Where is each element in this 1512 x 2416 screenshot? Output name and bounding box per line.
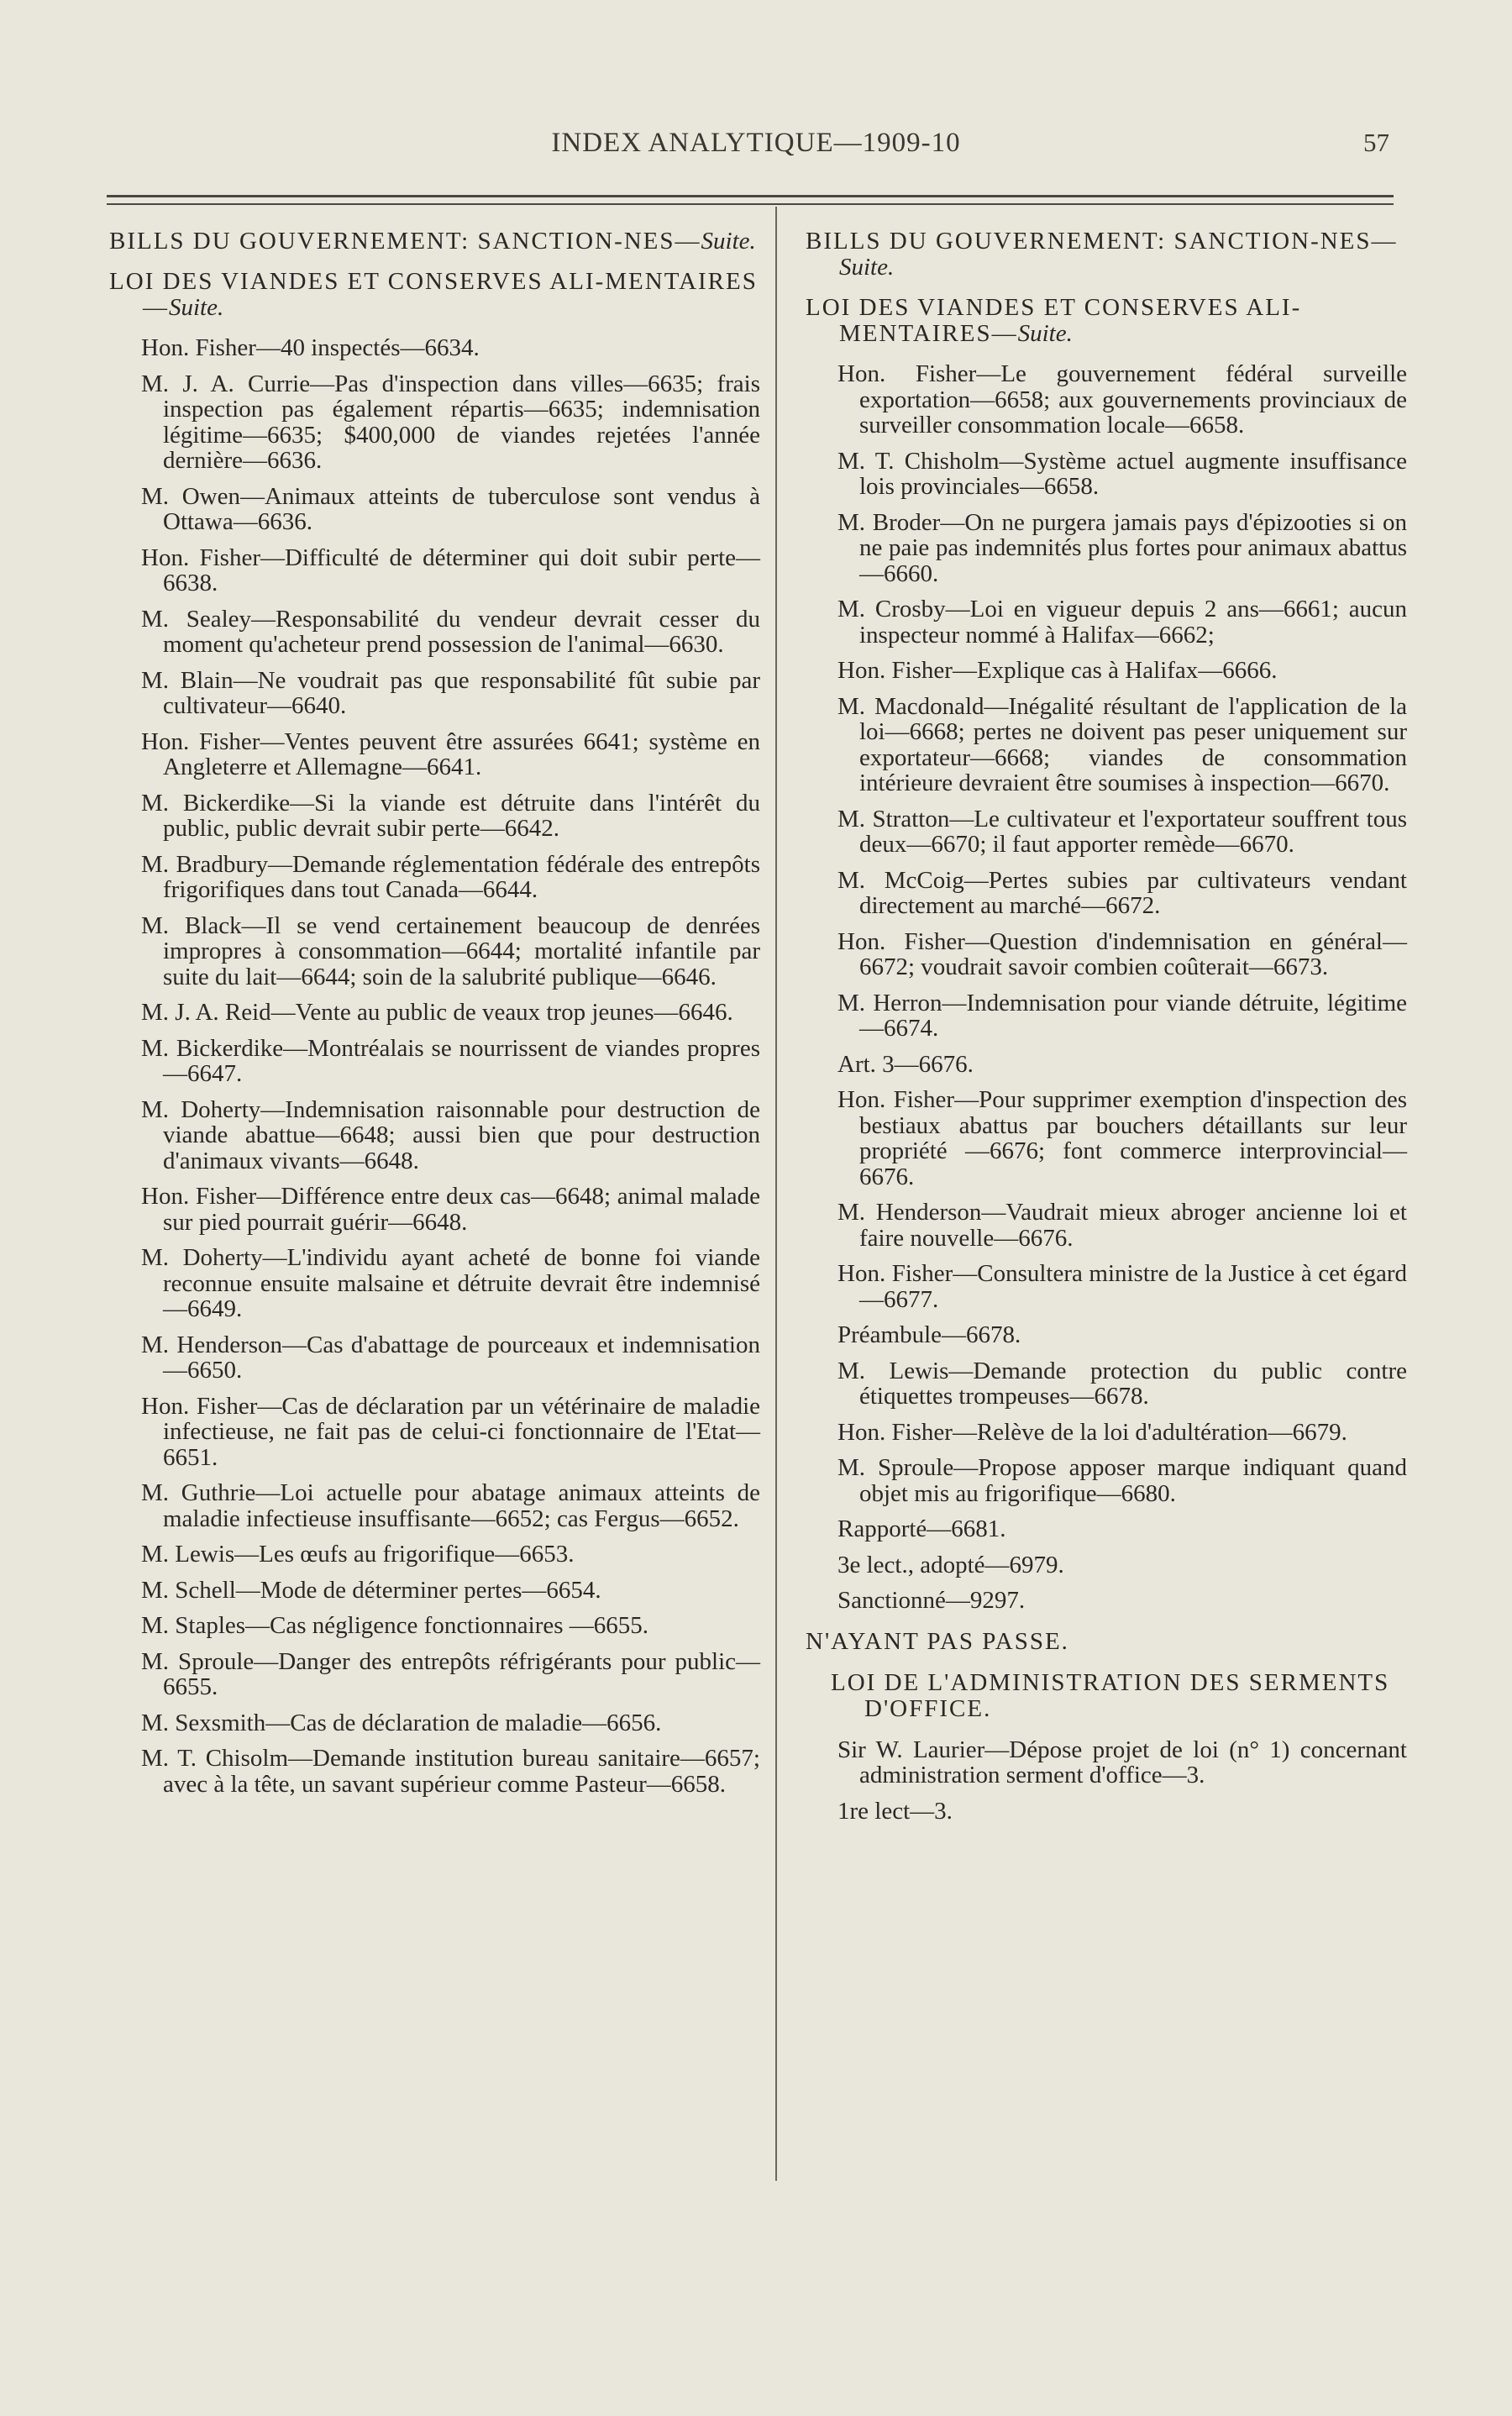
index-entry: M. Broder—On ne purgera jamais pays d'épizooties si on ne paie pas indemnités plus fortes pour animaux abattus—6660.	[837, 508, 1407, 587]
law-heading-text: LOI DES VIANDES ET CONSERVES ALI-MENTAIRES—	[806, 294, 1302, 347]
index-entry: M. McCoig—Pertes subies par cultivateurs vendant directement au marché—6672.	[837, 866, 1407, 919]
suite-label: Suite.	[701, 228, 756, 255]
index-entry: Hon. Fisher—Question d'indemnisation en général—6672; voudrait savoir combien coûterait—6673.	[837, 927, 1407, 980]
index-entry: Art. 3—6676.	[837, 1050, 974, 1078]
section-heading-text: BILLS DU GOUVERNEMENT: SANCTION-NES—	[806, 228, 1398, 255]
index-entry: M. Sproule—Propose apposer marque indiquant quand objet mis au frigorifique—6680.	[837, 1454, 1407, 1507]
index-entry: M. Sproule—Danger des entrepôts réfrigérants pour public—6655.	[141, 1647, 760, 1700]
header-rule	[107, 195, 1394, 197]
index-entries	[806, 361, 1407, 1614]
index-entry: Préambule—6678.	[837, 1321, 1021, 1348]
index-entry: M. Blain—Ne voudrait pas que responsabilité fût subie par cultivateur—6640.	[141, 666, 760, 719]
section-heading	[109, 228, 760, 255]
section-heading-text: BILLS DU GOUVERNEMENT: SANCTION-NES—	[109, 228, 701, 255]
suite-label: Suite.	[839, 254, 895, 281]
index-entry: M. Doherty—L'individu ayant acheté de bonne foi viande reconnue ensuite malsaine et détruite devrait être indemnisé—6649.	[141, 1244, 760, 1322]
index-entry: M. Bradbury—Demande réglementation fédérale des entrepôts frigorifiques dans tout Canada—6644.	[141, 850, 760, 903]
index-entry: Rapporté—6681.	[837, 1515, 1006, 1542]
law-heading	[109, 269, 760, 321]
index-entry: 1re lect—3.	[837, 1797, 953, 1825]
index-entry: Hon. Fisher—Ventes peuvent être assurées 6641; système en Angleterre et Allemagne—6641.	[141, 727, 760, 780]
index-entry: M. Henderson—Vaudrait mieux abroger ancienne loi et faire nouvelle—6676.	[837, 1199, 1407, 1252]
index-entry: M. Black—Il se vend certainement beaucoup de denrées impropres à consommation—6644; mortalité infantile par suite du lait—6644; soin de la salubrité publique—6646.	[141, 911, 760, 990]
index-entry: M. Lewis—Les œufs au frigorifique—6653.	[141, 1541, 575, 1568]
index-entry: M. J. A. Currie—Pas d'inspection dans villes—6635; frais inspection pas également répartis—6635; indemnisation légitime—6635; $400,000 de viandes rejetées l'année dernière—6636.	[141, 370, 760, 474]
law-heading-text: LOI DES VIANDES ET CONSERVES ALI-MENTAIRES—	[109, 268, 758, 321]
index-entry: Hon. Fisher—Relève de la loi d'adultération—6679.	[837, 1418, 1347, 1446]
index-entry: M. Schell—Mode de déterminer pertes—6654.	[141, 1576, 601, 1604]
page-number: 57	[1363, 128, 1389, 157]
law-heading	[806, 295, 1407, 347]
index-entry: M. Henderson—Cas d'abattage de pourceaux et indemnisation—6650.	[141, 1331, 760, 1384]
index-entry: M. Herron—Indemnisation pour viande détruite, légitime—6674.	[837, 989, 1407, 1042]
index-entries	[806, 1737, 1407, 1825]
index-entry: M. Crosby—Loi en vigueur depuis 2 ans—6661; aucun inspecteur nommé à Halifax—6662;	[837, 596, 1407, 649]
index-entry: Hon. Fisher—Cas de déclaration par un vétérinaire de maladie infectieuse, ne fait pas de celui-ci fonctionnaire de l'Etat—6651.	[141, 1392, 760, 1471]
index-entry: M. Doherty—Indemnisation raisonnable pour destruction de viande abattue—6648; aussi bien que pour destruction d'animaux vivants—6648.	[141, 1095, 760, 1174]
index-entry: Sanctionné—9297.	[837, 1587, 1026, 1614]
index-entry: 3e lect., adopté—6979.	[837, 1551, 1064, 1578]
index-entries	[109, 335, 760, 1797]
suite-label: Suite.	[1017, 320, 1073, 347]
index-entry: Hon. Fisher—Le gouvernement fédéral surveille exportation—6658; aux gouvernements provinciaux de surveiller consommation locale—6658.	[837, 360, 1407, 439]
law-heading-oaths: LOI DE L'ADMINISTRATION DES SERMENTS D'OFFICE.	[831, 1668, 1390, 1722]
index-entry: M. Macdonald—Inégalité résultant de l'application de la loi—6668; pertes ne doivent pas peser uniquement sur exportateur—6668; viandes de consommation intérieure devraient être soumises à inspection—6670.	[837, 692, 1407, 796]
suite-label: Suite.	[169, 294, 224, 321]
index-entry: M. Staples—Cas négligence fonctionnaires —6655.	[141, 1612, 649, 1639]
header-rule-secondary	[107, 203, 1394, 205]
index-entry: Hon. Fisher—Consultera ministre de la Justice à cet égard—6677.	[837, 1260, 1407, 1313]
section-heading	[806, 228, 1407, 281]
index-entry: M. Stratton—Le cultivateur et l'exportateur souffrent tous deux—6670; il faut apporter remède—6670.	[837, 805, 1407, 858]
index-entry: M. Owen—Animaux atteints de tuberculose sont vendus à Ottawa—6636.	[141, 482, 760, 535]
index-entry: M. Bickerdike—Montréalais se nourrissent de viandes propres—6647.	[141, 1034, 760, 1087]
index-entry: Hon. Fisher—Pour supprimer exemption d'inspection des bestiaux abattus par bouchers détaillants sur leur propriété —6676; font commerce interprovincial—6676.	[837, 1086, 1407, 1190]
index-entry: M. Guthrie—Loi actuelle pour abatage animaux atteints de maladie infectieuse insuffisante—6652; cas Fergus—6652.	[141, 1479, 760, 1532]
index-entry: M. T. Chisolm—Demande institution bureau sanitaire—6657; avec à la tête, un savant supérieur comme Pasteur—6658.	[141, 1745, 760, 1798]
index-entry: Hon. Fisher—40 inspectés—6634.	[141, 334, 480, 361]
left-column	[109, 228, 760, 1807]
index-entry: M. Sexsmith—Cas de déclaration de maladie—6656.	[141, 1709, 662, 1736]
section-heading-not-passed: N'AYANT PAS PASSE.	[806, 1627, 1069, 1655]
index-entry: M. Sealey—Responsabilité du vendeur devrait cesser du moment qu'acheteur prend possession de l'animal—6630.	[141, 605, 760, 658]
index-entry: M. J. A. Reid—Vente au public de veaux trop jeunes—6646.	[141, 999, 733, 1026]
index-entry: M. T. Chisholm—Système actuel augmente insuffisance lois provinciales—6658.	[837, 447, 1407, 500]
index-entry: M. Lewis—Demande protection du public contre étiquettes trompeuses—6678.	[837, 1357, 1407, 1410]
index-entry: M. Bickerdike—Si la viande est détruite dans l'intérêt du public, public devrait subir perte—6642.	[141, 789, 760, 842]
page-title: INDEX ANALYTIQUE—1909-10	[551, 128, 961, 158]
right-column	[769, 228, 1407, 1834]
index-entry: Hon. Fisher—Difficulté de déterminer qui doit subir perte—6638.	[141, 544, 760, 596]
index-entry: Hon. Fisher—Explique cas à Halifax—6666.	[837, 657, 1278, 684]
index-entry: Sir W. Laurier—Dépose projet de loi (n° 1) concernant administration serment d'office—3.	[837, 1736, 1407, 1788]
index-entry: Hon. Fisher—Différence entre deux cas—6648; animal malade sur pied pourrait guérir—6648.	[141, 1183, 760, 1236]
